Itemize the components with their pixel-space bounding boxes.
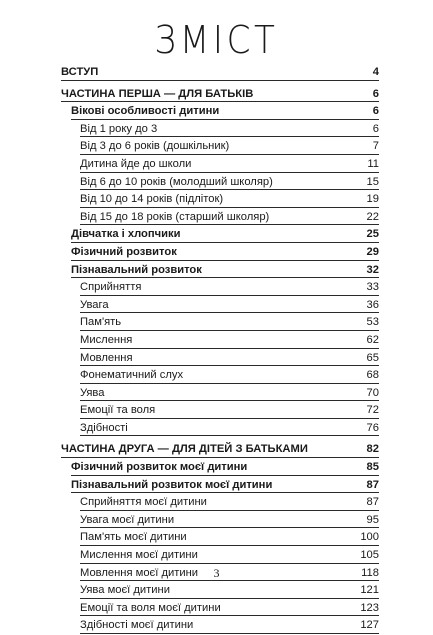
toc-entry: [80, 385, 379, 403]
toc-entry: [80, 617, 379, 635]
toc-entry-title: Від 3 до 6 років (дошкільник): [80, 138, 231, 156]
toc-entry-title: Мислення: [80, 332, 134, 350]
toc-entry-title: Здібності: [80, 420, 130, 438]
toc-entry: [80, 512, 379, 530]
toc-entry-title: Фонематичний слух: [80, 367, 185, 385]
toc-entry-title: Вікові особливості дитини: [71, 103, 221, 121]
toc-entry-page: 22: [365, 209, 379, 227]
toc-entry: [80, 332, 379, 350]
toc-entry: [80, 350, 379, 368]
toc-entry-page: 76: [365, 420, 379, 438]
toc-entry: [80, 279, 379, 297]
toc-entry-title: Фізичний розвиток: [71, 244, 179, 262]
table-of-contents: [61, 64, 379, 635]
toc-entry-page: 15: [365, 174, 379, 192]
toc-entry-title: ВСТУП: [61, 64, 100, 82]
toc-entry: [80, 547, 379, 565]
page-number: 3: [213, 566, 220, 580]
toc-entry-title: Уява моєї дитини: [80, 582, 172, 600]
toc-entry-page: 82: [365, 441, 379, 459]
toc-entry: [80, 121, 379, 139]
toc-entry-title: Від 15 до 18 років (старший школяр): [80, 209, 271, 227]
toc-entry-page: 68: [365, 367, 379, 385]
toc-entry-title: Від 6 до 10 років (молодший школяр): [80, 174, 275, 192]
toc-entry-title: Емоції та воля моєї дитини: [80, 600, 223, 618]
toc-entry-title: Від 10 до 14 років (підліток): [80, 191, 225, 209]
toc-entry: [80, 529, 379, 547]
toc-entry: [80, 582, 379, 600]
toc-entry: [61, 441, 379, 459]
toc-entry-title: Емоції та воля: [80, 402, 157, 420]
toc-entry-page: 4: [371, 64, 379, 82]
toc-entry-title: Уява: [80, 385, 106, 403]
toc-entry-page: 6: [371, 121, 379, 139]
toc-entry-page: 121: [358, 582, 379, 600]
toc-entry: [71, 226, 379, 244]
toc-entry: [80, 209, 379, 227]
toc-entry-page: 105: [358, 547, 379, 565]
toc-entry-title: Мовлення: [80, 350, 135, 368]
toc-entry-page: 33: [365, 279, 379, 297]
toc-entry: [80, 314, 379, 332]
toc-entry-page: 87: [365, 494, 379, 512]
page-title: ЗМІСТ: [154, 18, 279, 62]
toc-entry-page: 65: [365, 350, 379, 368]
toc-entry-page: 85: [365, 459, 379, 477]
toc-entry: [71, 459, 379, 477]
toc-entry-title: Мовлення моєї дитини: [80, 565, 200, 583]
toc-entry-title: Мислення моєї дитини: [80, 547, 200, 565]
toc-entry-page: 118: [359, 565, 379, 583]
toc-entry: [71, 477, 379, 495]
toc-entry-title: Дівчатка і хлопчики: [71, 226, 183, 244]
toc-entry: [80, 494, 379, 512]
toc-entry-title: Увага моєї дитини: [80, 512, 176, 530]
toc-entry-title: Сприйняття моєї дитини: [80, 494, 209, 512]
toc-entry: [80, 600, 379, 618]
toc-entry: [80, 156, 379, 174]
toc-entry-title: Здібності моєї дитини: [80, 617, 195, 635]
toc-entry-page: 6: [371, 86, 379, 104]
toc-entry-page: 11: [365, 156, 379, 174]
toc-entry: [61, 64, 379, 82]
toc-entry: [71, 262, 379, 280]
toc-entry: [80, 191, 379, 209]
toc-entry-title: Пізнавальний розвиток моєї дитини: [71, 477, 274, 495]
toc-entry: [61, 86, 379, 104]
toc-entry-title: Пам'ять моєї дитини: [80, 529, 189, 547]
toc-entry-page: 6: [371, 103, 379, 121]
toc-entry-title: Сприйняття: [80, 279, 143, 297]
toc-entry-title: Від 1 року до 3: [80, 121, 159, 139]
toc-entry-page: 95: [365, 512, 379, 530]
toc-entry-page: 72: [365, 402, 379, 420]
toc-entry-page: 7: [371, 138, 379, 156]
toc-entry: [80, 367, 379, 385]
toc-entry-page: 62: [365, 332, 379, 350]
toc-entry-page: 32: [365, 262, 379, 280]
toc-entry: [80, 402, 379, 420]
toc-entry-title: ЧАСТИНА ДРУГА — ДЛЯ ДІТЕЙ З БАТЬКАМИ: [61, 441, 310, 459]
toc-entry-title: Дитина йде до школи: [80, 156, 193, 174]
toc-entry-title: Пізнавальний розвиток: [71, 262, 204, 280]
toc-entry-page: 123: [358, 600, 379, 618]
toc-entry-page: 100: [358, 529, 379, 547]
toc-entry-title: ЧАСТИНА ПЕРША — ДЛЯ БАТЬКІВ: [61, 86, 255, 104]
toc-entry: [71, 103, 379, 121]
toc-entry-title: Увага: [80, 297, 111, 315]
toc-entry-page: 29: [365, 244, 379, 262]
toc-entry-title: Фізичний розвиток моєї дитини: [71, 459, 249, 477]
toc-entry-page: 127: [358, 617, 379, 635]
toc-entry: [80, 138, 379, 156]
toc-entry-page: 36: [365, 297, 379, 315]
toc-entry: [71, 244, 379, 262]
toc-entry: [80, 420, 379, 438]
toc-entry-title: Пам'ять: [80, 314, 123, 332]
toc-entry-page: 87: [365, 477, 379, 495]
toc-entry-page: 70: [365, 385, 379, 403]
toc-entry: [80, 297, 379, 315]
toc-entry-page: 19: [365, 191, 379, 209]
toc-entry: [80, 174, 379, 192]
toc-entry-page: 53: [365, 314, 379, 332]
toc-entry-page: 25: [365, 226, 379, 244]
